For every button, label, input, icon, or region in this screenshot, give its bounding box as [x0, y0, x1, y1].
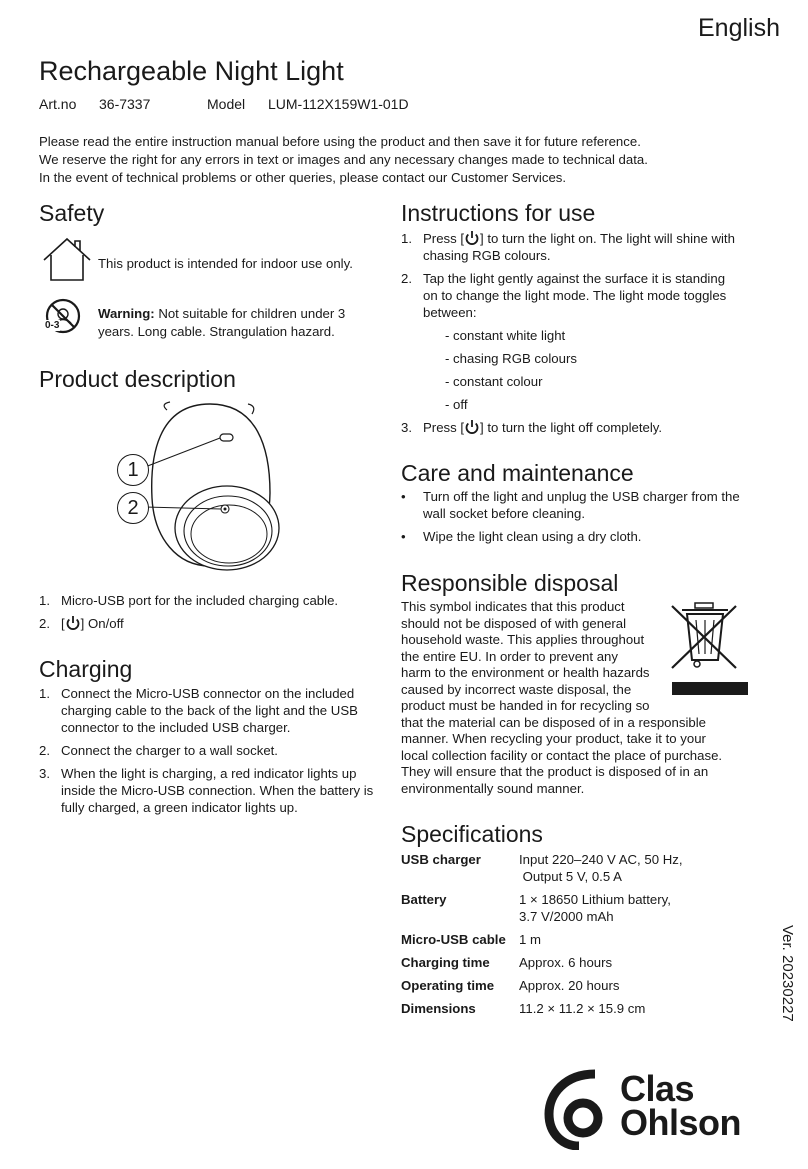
power-icon — [65, 615, 81, 631]
age-label: 0-3 — [45, 320, 60, 331]
age-warning-icon — [40, 296, 86, 342]
instructions-heading: Instructions for use — [401, 200, 596, 226]
intro-line: We reserve the right for any errors in text or images and any necessary changes made to technical data. — [39, 152, 648, 167]
model-label: Model — [207, 96, 246, 112]
callout-2: 2 — [117, 492, 149, 524]
list-item: 1. Micro-USB port for the included charging cable. — [39, 593, 339, 608]
mode-item: - off — [445, 397, 468, 412]
art-no-value: 36-7337 — [99, 96, 151, 112]
list-item: 1. Connect the Micro-USB connector on the included charging cable to the back of the light and the USB connector to the included USB charger. — [39, 686, 358, 735]
disposal-line: that the material can be disposed of in a responsible — [401, 714, 706, 730]
care-list — [401, 488, 741, 551]
table-row: USB charger Input 220–240 V AC, 50 Hz, Output 5 V, 0.5 A — [401, 852, 683, 884]
table-row: Dimensions 11.2 × 11.2 × 15.9 cm — [401, 1001, 646, 1016]
care-heading: Care and maintenance — [401, 460, 634, 486]
page-title: Rechargeable Night Light — [39, 56, 344, 86]
warning-label: Warning: — [98, 306, 155, 321]
callout-1: 1 — [117, 454, 149, 486]
warning-text — [98, 305, 382, 341]
disposal-line: should not be disposed of with general — [401, 615, 627, 631]
house-icon — [42, 236, 92, 282]
clas-ohlson-logo-icon — [543, 1066, 613, 1150]
disposal-line: household waste. This applies throughout — [401, 632, 645, 647]
disposal-line: local collection facility or contact the place of purchase. — [401, 747, 723, 763]
disposal-heading: Responsible disposal — [401, 570, 619, 596]
disposal-line: caused by incorrect waste disposal, the — [401, 681, 632, 697]
disposal-line: This symbol indicates that this product — [401, 599, 625, 614]
table-row: Battery 1 × 18650 Lithium battery, 3.7 V/2000 mAh — [401, 892, 671, 924]
brand-line-2: Ohlson — [620, 1102, 741, 1143]
charging-heading: Charging — [39, 656, 133, 682]
disposal-line: product must be handed in for recycling so — [401, 698, 650, 713]
intro-line: Please read the entire instruction manual before using the product and then save it for future reference. — [39, 134, 641, 149]
mode-item: - constant colour — [445, 374, 543, 389]
product-illustration — [112, 398, 282, 573]
table-row: Charging time Approx. 6 hours — [401, 955, 613, 970]
charging-steps — [39, 685, 384, 822]
mode-item: - chasing RGB colours — [445, 351, 577, 366]
warning-body: Not suitable for children under 3 years. Long cable. Strangulation hazard. — [98, 306, 346, 339]
list-item: • Wipe the light clean using a dry cloth. — [401, 529, 642, 544]
brand-line-1: Clas — [620, 1068, 695, 1109]
table-row: Operating time Approx. 20 hours — [401, 978, 620, 993]
list-item: 1. Press [ ] to turn the light on. The light will shine with chasing RGB colours. — [401, 231, 735, 263]
power-icon — [464, 419, 480, 435]
list-item: 3. When the light is charging, a red indicator lights up inside the Micro-USB connection. When the battery is fully charged, a green indicator lights up. — [39, 766, 374, 815]
light-modes-list — [423, 327, 741, 413]
product-parts-list — [39, 592, 384, 638]
disposal-line: manner. When recycling your product, take it to your — [401, 731, 706, 746]
power-icon — [464, 230, 480, 246]
mode-item: - constant white light — [445, 328, 566, 343]
indoor-use-text: This product is intended for indoor use only. — [98, 256, 353, 271]
list-item: 2. Connect the charger to a wall socket. — [39, 743, 278, 758]
product-description-heading: Product description — [39, 366, 236, 392]
brand-name — [620, 1068, 741, 1143]
article-info — [39, 96, 409, 112]
micro-usb-port — [220, 434, 233, 441]
weee-crossed-bin-icon — [668, 600, 748, 698]
specifications-heading: Specifications — [401, 821, 543, 847]
list-item: 2. [ ] On/off — [39, 616, 124, 631]
list-item: 3. Press [ ] to turn the light off completely. — [401, 420, 663, 435]
instructions-steps — [401, 230, 741, 442]
list-item: • Turn off the light and unplug the USB charger from the wall socket before cleaning. — [401, 489, 740, 521]
disposal-line: environmentally sound manner. — [401, 780, 585, 796]
intro-line: In the event of technical problems or other queries, please contact our Customer Services. — [39, 170, 567, 185]
model-value: LUM-112X159W1-01D — [268, 96, 409, 112]
list-item: 2. Tap the light gently against the surface it is standing on to change the light mode. The light mode toggles between: - constant white light - chasing RGB colours - constant colour - off — [401, 270, 741, 413]
disposal-line: They will ensure that the product is disposed of in an — [401, 764, 709, 779]
disposal-line: the entire EU. In order to prevent any — [401, 648, 618, 664]
table-row: Micro-USB cable 1 m — [401, 932, 541, 947]
specifications-table — [401, 851, 683, 1023]
safety-heading: Safety — [39, 200, 105, 226]
disposal-line: harm to the environment or health hazards — [401, 665, 650, 680]
art-no-label: Art.no — [39, 96, 77, 112]
version-label: Ver. 20230227 — [779, 925, 796, 1022]
language-label: English — [698, 14, 780, 42]
intro-text — [39, 133, 779, 187]
